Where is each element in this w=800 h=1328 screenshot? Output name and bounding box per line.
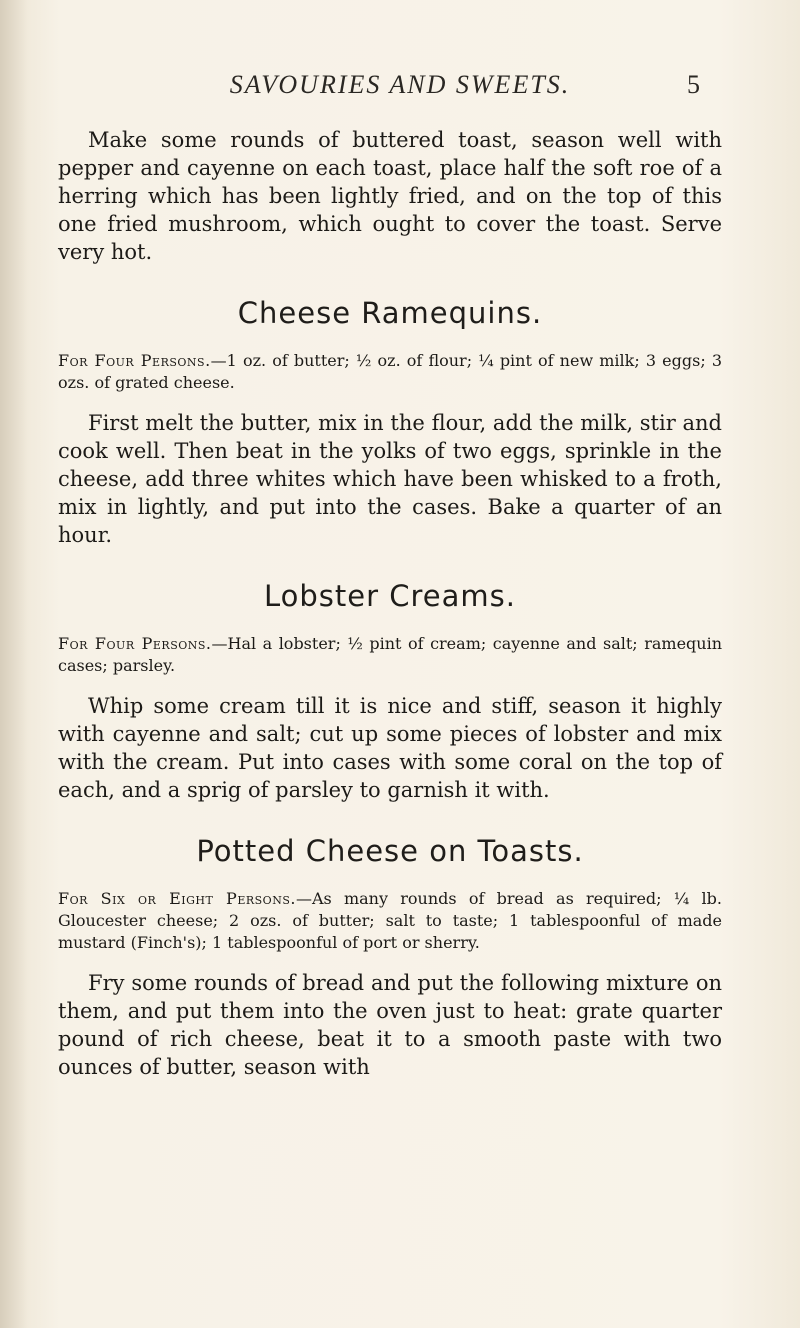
servings-label: For Four Persons. — [58, 351, 211, 370]
intro-paragraph: Make some rounds of buttered toast, season well with pepper and cayenne on each toast, place half the soft roe of a herring which has been lightly fried, and on the top of this one fried mushroom, which ought to cover the toast. Serve very hot. — [58, 128, 722, 264]
recipe-title: Lobster Creams. — [264, 579, 516, 613]
recipe-method: First melt the butter, mix in the flour, add the milk, stir and cook well. Then beat in the yolks of two eggs, sprinkle in the cheese, add three whites which have been whisked to a froth, mix in lightly, and put into the cases. Bake a quarter of an hour. — [58, 411, 722, 547]
recipe-lobster-creams — [58, 579, 722, 804]
recipe-title: Potted Cheese on Toasts. — [196, 834, 584, 868]
ingredients-text: —As many rounds of bread as required; ¼ lb. Gloucester cheese; 2 ozs. of butter; salt to taste; 1 tablespoonful of made mustard (Finch's); 1 tablespoonful of port or sherry. — [58, 889, 723, 952]
running-head: SAVOURIES AND SWEETS. — [229, 70, 571, 99]
ingredients-text: —Hal a lobster; ½ pint of cream; cayenne and salt; ramequin cases; parsley. — [58, 634, 723, 675]
servings-label: For Four Persons. — [58, 634, 212, 653]
recipe-ingredients — [58, 888, 722, 954]
page-binding-shadow — [0, 0, 28, 1328]
recipe-ingredients — [58, 633, 722, 677]
page-header — [100, 70, 700, 104]
recipe-method: Fry some rounds of bread and put the following mixture on them, and put them into the oven just to heat: grate quarter pound of rich cheese, beat it to a smooth paste with two ounces of butter, season with — [58, 971, 722, 1079]
recipe-potted-cheese-on-toasts — [58, 834, 722, 1081]
page-number: 5 — [687, 70, 700, 99]
page-content — [58, 126, 722, 1081]
servings-label: For Six or Eight Persons. — [58, 889, 296, 908]
recipe-ingredients — [58, 350, 722, 394]
recipe-method: Whip some cream till it is nice and stiff, season it highly with cayenne and salt; cut up some pieces of lobster and mix with the cream. Put into cases with some coral on the top of each, and a sprig of parsley to garnish it with. — [58, 694, 722, 802]
recipe-cheese-ramequins — [58, 296, 722, 549]
ingredients-text: —1 oz. of butter; ½ oz. of flour; ¼ pint of new milk; 3 eggs; 3 ozs. of grated cheese. — [58, 351, 722, 392]
recipe-title: Cheese Ramequins. — [237, 296, 543, 330]
